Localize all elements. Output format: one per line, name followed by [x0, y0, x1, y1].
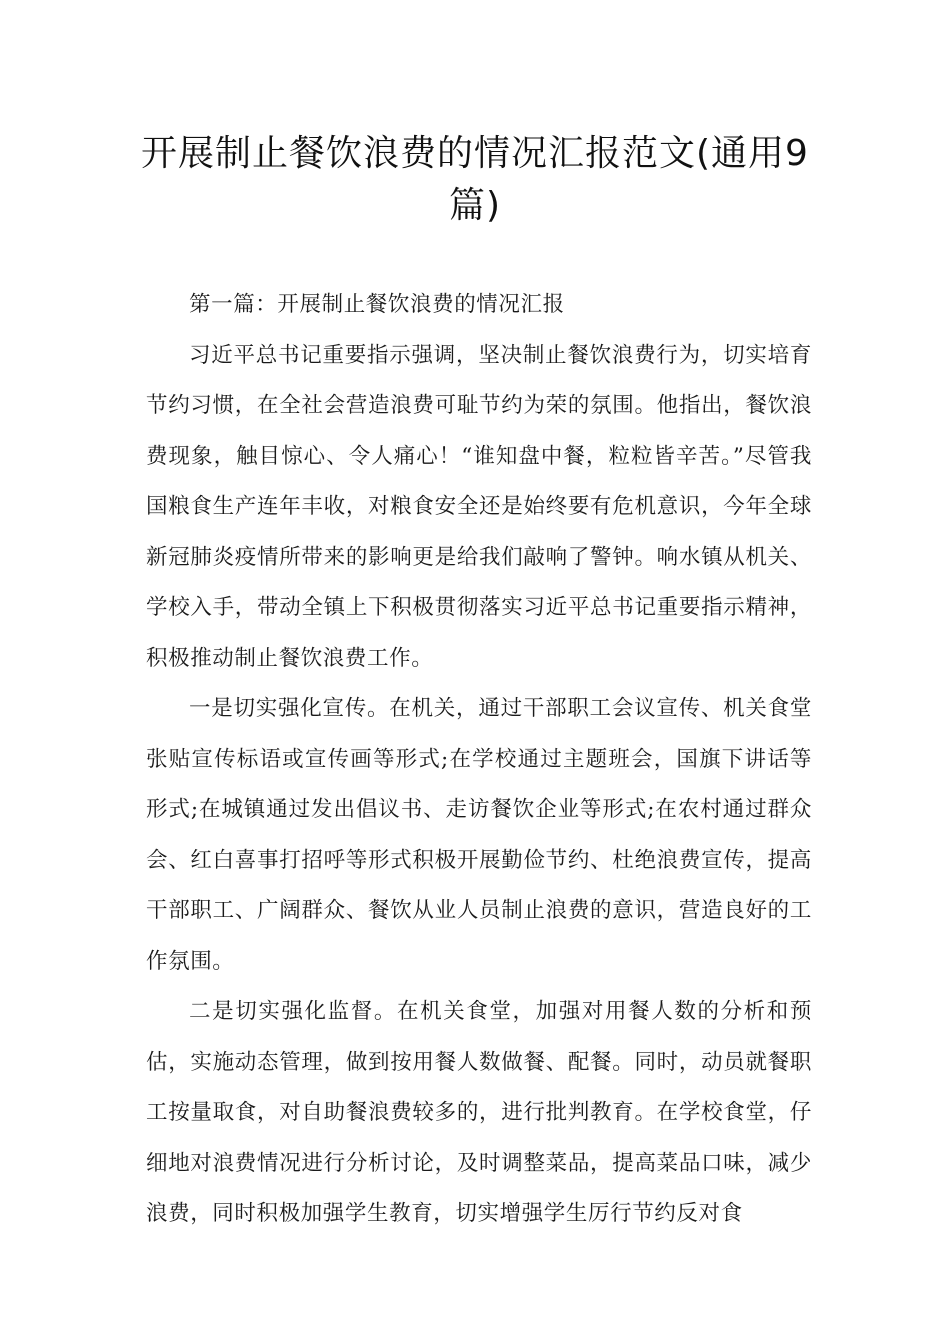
section-heading: 第一篇：开展制止餐饮浪费的情况汇报: [189, 292, 565, 317]
paragraph-publicity: 一是切实强化宣传。在机关，通过干部职工会议宣传、机关食堂张贴宣传标语或宣传画等形式;在学校通过主题班会，国旗下讲话等形式;在城镇通过发出倡议书、走访餐饮企业等形式;在农村通过群众会、红白喜事打招呼等形式积极开展勤俭节约、杜绝浪费宣传，提高干部职工、广阔群众、餐饮从业人员制止浪费的意识，营造良好的工作氛围。: [146, 696, 812, 974]
document-title: 开展制止餐饮浪费的情况汇报范文(通用9篇): [141, 133, 809, 226]
paragraph-intro: 习近平总书记重要指示强调，坚决制止餐饮浪费行为，切实培育节约习惯，在全社会营造浪费可耻节约为荣的氛围。他指出，餐饮浪费现象，触目惊心、令人痛心！“谁知盘中餐，粒粒皆辛苦。”尽管我国粮食生产连年丰收，对粮食安全还是始终要有危机意识，今年全球新冠肺炎疫情所带来的影响更是给我们敲响了警钟。响水镇从机关、学校入手，带动全镇上下积极贯彻落实习近平总书记重要指示精神，积极推动制止餐饮浪费工作。: [146, 342, 812, 671]
document-body: [146, 280, 812, 1240]
paragraph-supervision: 二是切实强化监督。在机关食堂，加强对用餐人数的分析和预估，实施动态管理，做到按用餐人数做餐、配餐。同时，动员就餐职工按量取食，对自助餐浪费较多的，进行批判教育。在学校食堂，仔细地对浪费情况进行分析讨论，及时调整菜品，提高菜品口味，减少浪费，同时积极加强学生教育，切实增强学生厉行节约反对食: [146, 999, 812, 1226]
